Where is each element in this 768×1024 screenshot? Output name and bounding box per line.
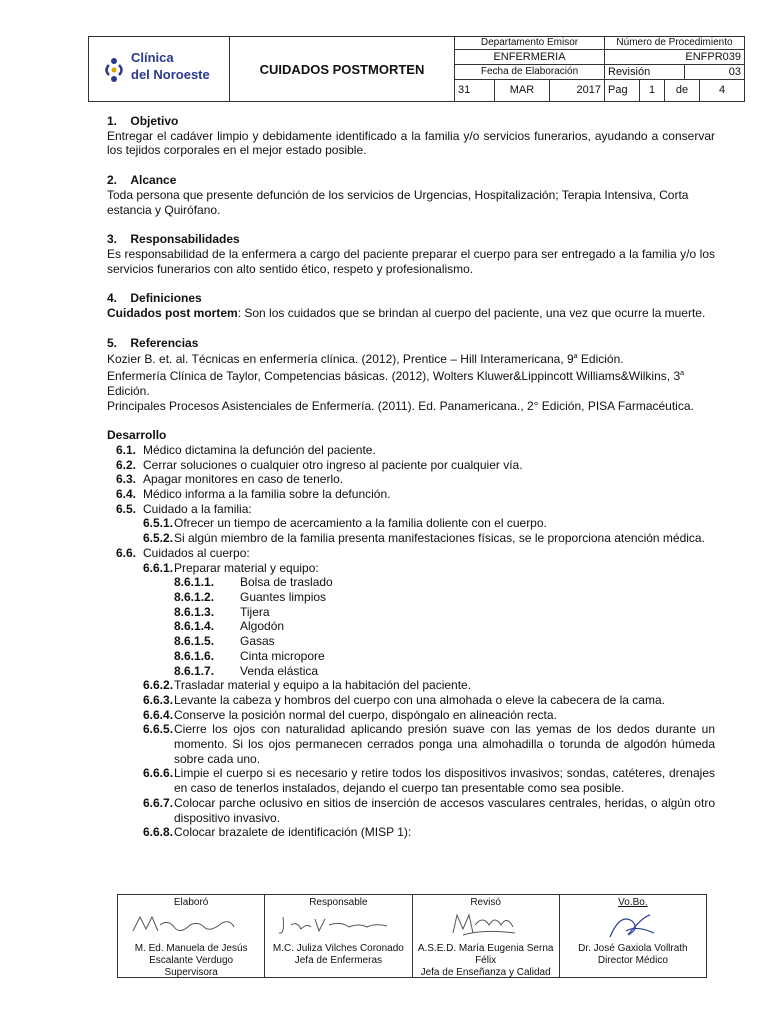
dept-label: Departamento Emisor (455, 37, 605, 50)
step-item: 6.6.2. Trasladar material y equipo a la habitación del paciente. (143, 678, 472, 693)
step-item: 8.6.1.3. Tijera (174, 604, 270, 619)
signature-role: Elaboró (173, 897, 209, 908)
page-label: Pag (605, 80, 640, 101)
section-heading: 1. Objetivo (107, 114, 179, 128)
signature-image (423, 911, 543, 939)
procedure-number-label: Número de Procedimiento (605, 37, 744, 50)
signature-role: Vo.Bo. (618, 897, 648, 908)
procedure-number-value: ENFPR039 (605, 50, 744, 65)
step-item: 6.6.8. Colocar brazalete de identificación (MISP 1): (143, 825, 412, 840)
signer-name: M. Ed. Manuela de Jesús Escalante Verdugo Supervisora (134, 943, 248, 978)
step-item: 6.5.2. Si algún miembro de la familia presenta manifestaciones físicas, se le proporciona atención médica. (143, 531, 705, 546)
clinic-logo (89, 37, 230, 101)
step-item: 6.6.4. Conserve la posición normal del cuerpo, dispóngalo en alineación recta. (143, 707, 557, 722)
dept-value: ENFERMERIA (455, 50, 605, 65)
section-heading: 2. Alcance (107, 173, 177, 188)
step-item: 6.6.7. Colocar parche oclusivo en sitios de inserción de accesos vasculares centrales, heridas, o algún otro dispositivo invasivo. (143, 795, 715, 825)
step-item: 6.6. Cuidados al cuerpo: (116, 545, 250, 560)
section-text: Entregar el cadáver limpio y debidamente identificado a la familia y/o servicios funerarios, ayudando a conservar los tejidos corporales en el mejor estado posible. (107, 128, 715, 158)
step-item: 6.6.5. Cierre los ojos con naturalidad aplicando presión suave con las yemas de los dedos durante un momento. Si los ojos permanecen cerrados ponga una almohadilla o torunda de algodón húmeda sobre cada uno. (143, 722, 715, 766)
step-item: 6.4. Médico informa a la familia sobre la defunción. (116, 487, 391, 502)
signature-image (275, 911, 395, 939)
document-metadata (455, 37, 744, 101)
date-month: MAR (495, 80, 550, 101)
reference-item: Kozier B. et. al. Técnicas en enfermería clínica. (2012), Prentice – Hill Interamericana, 9$^a$ Edición. (107, 352, 624, 367)
date-day: 31 (455, 80, 495, 101)
step-item: 8.6.1.2. Guantes limpios (174, 589, 327, 604)
step-item: 6.1. Médico dictamina la defunción del paciente. (116, 442, 376, 457)
section-heading: 5. Referencias (107, 335, 199, 350)
step-item: 8.6.1.6. Cinta micropore (174, 648, 325, 663)
signature-role: Revisó (470, 897, 501, 908)
step-item: 6.2. Cerrar soluciones o cualquier otro ingreso al paciente por cualquier vía. (116, 457, 523, 472)
of-label: de (665, 80, 700, 101)
step-item: 8.6.1.5. Gasas (174, 634, 275, 649)
section-text: Cuidados post mortem: Son los cuidados que se brindan al cuerpo del paciente, una vez que ocurre la muerte. (107, 306, 706, 321)
step-item: 8.6.1.7. Venda elástica (174, 663, 319, 678)
reference-item: Principales Procesos Asistenciales de Enfermería. (2011). Ed. Panamericana., 2° Edición, PISA Farmacéutica. (107, 398, 694, 413)
signature-cell (265, 895, 412, 977)
step-item: 6.5. Cuidado a la familia: (116, 501, 252, 516)
revision-value: 03 (685, 65, 744, 80)
signature-table (117, 894, 707, 978)
signer-name: A.S.E.D. María Eugenia Serna Félix Jefa de Enseñanza y Calidad (417, 943, 554, 978)
signature-image (128, 911, 248, 939)
signer-name: M.C. Juliza Vilches Coronado Jefa de Enfermeras (272, 943, 404, 966)
step-item: 6.6.6. Limpie el cuerpo si es necesario y retire todos los dispositivos invasivos; sondas, catéteres, drenajes en caso de tenerlos instalados, dejando el cuerpo tan presentable como sea posible. (143, 766, 715, 796)
step-item: 6.6.1. Preparar material y equipo: (143, 560, 319, 575)
signature-cell (413, 895, 560, 977)
section-text: Toda persona que presente defunción de los servicios de Urgencias, Hospitalización; Terapia Intensiva, Corta estancia y Quirófano. (107, 187, 689, 217)
signature-cell (560, 895, 706, 977)
section-heading: 3. Responsabilidades (107, 232, 240, 247)
clinic-name: Clínica del Noroeste (131, 50, 210, 82)
step-item: 6.3. Apagar monitores en caso de tenerlo. (116, 472, 344, 487)
document-header (88, 36, 745, 102)
signature-image (570, 911, 690, 939)
clinic-logo-icon (103, 57, 125, 83)
section-heading: Desarrollo (107, 428, 167, 443)
section-text: Es responsabilidad de la enfermera a cargo del paciente preparar el cuerpo para ser entregado a la familia y/o los servicios funerarios con alto sentido ético, respeto y profesionalismo. (107, 246, 715, 276)
date-label: Fecha de Elaboración (455, 65, 605, 80)
page-total: 4 (718, 84, 726, 96)
reference-item: Enfermería Clínica de Taylor, Competencias básicas. (2012), Wolters Kluwer&Lippincott Williams&Wilkins, 3$^a$ Edición. (107, 369, 685, 398)
section-heading: 4. Definiciones (107, 291, 202, 306)
step-item: 6.6.3. Levante la cabeza y hombros del cuerpo con una almohada o eleve la cabecera de la cama. (143, 692, 665, 707)
document-title: CUIDADOS POSTMORTEN (230, 37, 455, 101)
step-item: 6.5.1. Ofrecer un tiempo de acercamiento a la familia doliente con el cuerpo. (143, 516, 547, 531)
signature-role: Responsable (309, 897, 368, 908)
signature-cell (118, 895, 265, 977)
revision-label: Revisión (605, 65, 685, 80)
signer-name: Dr. José Gaxiola Vollrath Director Médico (578, 943, 688, 966)
document-body (107, 114, 715, 840)
date-year: 2017 (550, 80, 605, 101)
step-item: 8.6.1.1. Bolsa de traslado (174, 575, 333, 590)
step-item: 8.6.1.4. Algodón (174, 619, 285, 634)
page-number: 1 (640, 80, 665, 101)
